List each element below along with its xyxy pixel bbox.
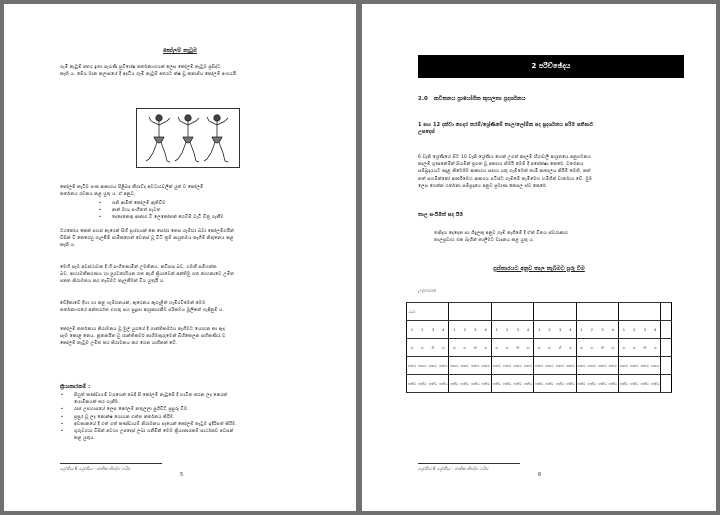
page-title: කෝලම් නැටුම: [162, 48, 198, 54]
table-cell: [459, 303, 470, 321]
table-cell: තකිට: [523, 375, 534, 393]
table-cell: තකට: [640, 357, 651, 375]
table-cell: තකිට: [502, 375, 513, 393]
bullet-list-1: [96, 200, 326, 222]
paragraph-4: මෙහි සෑම අවස්ථාවක දී හී සංගීතනාමින් උමතිනය, කවිපාද බව, ගමනී සම්භන්න බව, ආහාමනීකරණය හා පුරවතාරියන ගත නැගි ක්‍රියාවෙන් අන්තිමු ගත නාහනාවෙ උමිත පනත කිරාමනය කර තැබීමට කැලනීමක් විය යුතුයි ය.: [60, 265, 235, 285]
footer-rule: [60, 463, 162, 464]
table-cell: ත: [587, 339, 598, 357]
table-cell: තකට: [459, 357, 470, 375]
table-cell: ති: [470, 339, 481, 357]
table-cell: [523, 303, 534, 321]
dancers-icon: [137, 109, 239, 167]
activity-list: [58, 392, 330, 442]
table-cell: 4: [650, 321, 661, 339]
table-cell: තකට: [470, 357, 481, 375]
table-cell: ත: [417, 339, 428, 357]
table-cell: තකිට: [407, 375, 418, 393]
table-cell: [650, 303, 661, 321]
paragraph-2: කෝලම් නැටීම සංක ආකාරය පිළිබඳ කීරාව්ද අවධාරවලින් යුත් ව කෝලම් නර්තනය රචනය කළ යුතු ය. ඒ අනුව,: [60, 185, 204, 198]
table-cell: [428, 303, 439, 321]
table-cell: [502, 303, 513, 321]
table-cell: [470, 303, 481, 321]
table-cell: ත: [491, 339, 502, 357]
footer-rule: [418, 463, 520, 464]
table-cell: තකිට: [428, 375, 439, 393]
table-cell: තකිට: [629, 375, 640, 393]
paragraph-5: වේදිකාවේ දිහා හා කළ ගැම්ගනයක්, ඇරෙනය ඇගැළිත් හැමිරවීමෙන් මෙම නර්තනාංගයේ අන්තර්ගත එහතු සහ සුදුසා ආශ්‍රකාරකීම පරිකමය මූලිකත් හැඳිනුම් ය.: [60, 301, 225, 314]
table-cell: තකට: [565, 357, 576, 375]
list-item: • අවකානයේ දී ගත් ගත් කණ්ඩායම් නිරාමනය පැයෙන් කෝලම් නැටුම ඉදිරිපත් කිරීම.: [60, 421, 237, 427]
table-cell: [608, 303, 619, 321]
table-row: [407, 321, 672, 339]
table-cell: තකට: [417, 357, 428, 375]
table-cell: 1: [576, 321, 587, 339]
table-cell: ති: [640, 339, 651, 357]
table-cell: ත: [502, 339, 513, 357]
activities-heading: ක්‍රියාකාරකම් :: [60, 384, 91, 390]
table-cell: [576, 303, 587, 321]
table-row: [407, 303, 672, 321]
table-cell: තකිට: [618, 375, 629, 393]
table-cell: ත: [459, 339, 470, 357]
page-number: 5: [180, 472, 184, 478]
table-cell: තකිට: [481, 375, 492, 393]
table-cell: තකට: [587, 357, 598, 375]
table-cell: 1: [534, 321, 545, 339]
table-cell: 1: [491, 321, 502, 339]
table-cell: 4: [523, 321, 534, 339]
table-cell: තකට: [618, 357, 629, 375]
table-cell: තකට: [481, 357, 492, 375]
list-item: • ගනි ආමිත් කෝලම් ඇතිවීම: [98, 201, 166, 206]
table-cell: [661, 339, 672, 357]
table-cell: 2: [544, 321, 555, 339]
table-cell: තකිට: [459, 375, 470, 393]
kolam-dancers-illustration: [136, 108, 240, 168]
table-cell: තකිට: [640, 375, 651, 393]
footer-text: ශ්‍රේණිය 6 ශ්‍රේණිය - ජාතික නිපදීම ගයිඩ: [418, 466, 489, 471]
table-cell: තකිට: [491, 375, 502, 393]
table-cell: ත: [618, 339, 629, 357]
tala-notation-table: [406, 302, 672, 393]
table-cell: තකිට: [597, 375, 608, 393]
table-cell: ති: [555, 339, 566, 357]
list-item: • පිහුත් කණ්ඩායම් වශයෙන් බෙදී සී කෝලම් නැටුමේ දී භාවිත කරන ලද කෙරක් යොඹිකයක් කර ගැනීම.: [60, 393, 228, 406]
table-cell: තකට: [449, 357, 460, 375]
table-cell: [491, 303, 502, 321]
page-6: [362, 4, 716, 511]
table-cell: 4: [481, 321, 492, 339]
table-cell: තකට: [428, 357, 439, 375]
table-cell: ත: [407, 339, 418, 357]
list-item: • දෙදෙනෙකු ආකාර වි ලෙකෝනන් ගෙවීම් වැටි චිත්‍ර ගැනීම: [98, 215, 224, 221]
intro-paragraph: ගැමි නැටුම් අතර ඉතා පැරැණි සුවිශේෂ නර්තනාංගයක් ලෙස කෝලම් නැටුම ප්‍රසිද්ධ කැති ය. මේය මාන කලාපයේ දී අදටිය ගැමි නැටුම් අතරට ක්ෂ වූ කනාජිය කෝලම් අංගයයි.: [60, 65, 238, 78]
table-row: [407, 339, 672, 357]
table-cell: තකිට: [449, 375, 460, 393]
table-cell: 4: [608, 321, 619, 339]
table-cell: 3: [640, 321, 651, 339]
table-cell: ති: [428, 339, 439, 357]
table-cell: 3: [512, 321, 523, 339]
paragraph-3: ටශනෝය කෙන් පහස් නැරෙන් සිහි ප්‍රශ්ශයක් නෙ සෝරා නෙස ගැම්ඟා බවා කෝලම්ගයින් විසින් වි කෙරෙහු ගැලපීම් පාමිකගෙන් වෙනස් වූ විධි ත්‍රම් ආශ්‍රතමය නෑගීම් නිතුනෙය කළ කැති ය.: [60, 229, 234, 249]
table-cell: [661, 375, 672, 393]
table-cell: [534, 303, 545, 321]
table-cell: තකට: [534, 357, 545, 375]
table-cell: [555, 303, 566, 321]
table-cell: ත: [629, 339, 640, 357]
table-cell: තකිට: [512, 375, 523, 393]
table-cell: 2: [459, 321, 470, 339]
table-cell: [597, 303, 608, 321]
table-cell: [481, 303, 492, 321]
table-cell: 2: [417, 321, 428, 339]
table-cell: තකට: [608, 357, 619, 375]
table-cell: තකට: [597, 357, 608, 375]
paragraph-6: කෝලම් නර්තනාය කිරාමනය වූ මුල් යුගයේ දී ශාන්තිකර්මය නැගීමට යොහන කා ඇද සෑම කොළ නෙය. නූතනයිත වු ශාන්තිකර්ම නාගිමකුරුමෙන් බිහිකෙලන සභිකණීය ව කෝලම් නැටුම උමිත කර කිරාමනය කර ගෙන යාගිනක් වේ.: [60, 327, 226, 347]
example-label: උදාහරණ: [418, 289, 436, 294]
table-row: [407, 357, 672, 375]
table-cell: 1: [618, 321, 629, 339]
table-cell: 2: [629, 321, 640, 339]
table-cell: තකිට: [544, 375, 555, 393]
table-row: [407, 375, 672, 393]
table-cell: තකට: [576, 357, 587, 375]
table-cell: තකිට: [608, 375, 619, 393]
table-cell: තකිට: [650, 375, 661, 393]
chapter-heading: 2 පරිච්ඡේදය: [418, 55, 684, 78]
tala-heading: තාල සංයිමිත් සද යිම: [418, 212, 464, 218]
table-cell: තකට: [512, 357, 523, 375]
table-cell: [449, 303, 460, 321]
table-cell: තකට: [502, 357, 513, 375]
table-cell: [661, 321, 672, 339]
table-cell: තකට: [523, 357, 534, 375]
table-cell: [618, 303, 629, 321]
table-cell: තකට: [407, 357, 418, 375]
list-item: • ගුරුවරයා විසින් අවශ්‍ය උපදෙස් ලබා ගනීමින් මෙම ක්‍රියාකාරකම් සාර්ථකව අවසන් කළ යුතුය.: [60, 429, 234, 442]
table-cell: ත: [449, 339, 460, 357]
table-cell: [565, 303, 576, 321]
table-cell: ත: [565, 339, 576, 357]
table-cell: 1: [407, 321, 418, 339]
table-cell: තකිට: [576, 375, 587, 393]
table-cell: 3: [597, 321, 608, 339]
table-cell: ධෝං: [407, 303, 418, 321]
table-cell: [438, 303, 449, 321]
table-cell: 3: [428, 321, 439, 339]
chapter-paragraph-1: 6 වැනි ශ්‍රේණියේ සිට 10 වැනි ශ්‍රේණිය හෙක් උගත් කාලම් හිරාවලි ආශ්‍රතයෙ අනුගමනය කාලම් ගුණනේමින් සිරැමින් ප්‍රගත වූ අනාහා නිර්මි මෙම් දී අපේක්ෂා කෙරේ. වර්තනය සම්බ්‍රදායයට අදාළ නිර්මේම ආකාරය සඳහා යතු ගැම්මෙන් තාමි ආතාලය කිරීම් මෙති. කත් නත් සහමින්නෝ ආකරීමෙහ ආකරය පටිස්ට ගැම්මේ තැමිමෙහ හමිගින් වාර්තාය වේ. මුම ලෙස ගෙන්න ගර්තනා සම්ප්‍රදායෙ අනුව ප්‍රමාණ කෙපල ස්ව කෙරේ.: [418, 155, 593, 189]
table-cell: [417, 303, 428, 321]
table-cell: ති: [597, 339, 608, 357]
table-cell: තකිට: [534, 375, 545, 393]
table-cell: [587, 303, 598, 321]
list-item: • රාජ උපහාසයේ ලෙස කෝලම් නතුලලා පුගිවිට් ප්‍රසුරු විම.: [60, 407, 189, 413]
table-cell: [629, 303, 640, 321]
list-item: • ආන් මාය සංගීතත් පැවත: [98, 208, 161, 214]
table-cell: තකට: [629, 357, 640, 375]
table-cell: ත: [438, 339, 449, 357]
table-cell: තකට: [438, 357, 449, 375]
table-cell: [661, 357, 672, 375]
table-cell: තකිට: [470, 375, 481, 393]
table-cell: ත: [523, 339, 534, 357]
footer-text: ශ්‍රේණිය 6 ශ්‍රේණිය - ජාතික නිපදීම ගයිඩ: [60, 466, 131, 471]
table-cell: තකිට: [438, 375, 449, 393]
table-cell: 2: [587, 321, 598, 339]
table-cell: ත: [576, 339, 587, 357]
table-cell: [512, 303, 523, 321]
table-cell: තකට: [650, 357, 661, 375]
table-cell: ති: [512, 339, 523, 357]
table-cell: 4: [565, 321, 576, 339]
table-cell: තකිට: [417, 375, 428, 393]
table-cell: [661, 303, 672, 321]
table-cell: තකිට: [587, 375, 598, 393]
table-cell: තකිට: [555, 375, 566, 393]
table-cell: 2: [502, 321, 513, 339]
table-cell: [640, 303, 651, 321]
table-cell: ත: [650, 339, 661, 357]
table-cell: ත: [608, 339, 619, 357]
table-cell: [544, 303, 555, 321]
sub-heading: 1 සහ 12 දක්වා ගෙදර තරම්/ශ්‍රේණිමේ තාල/ලෝම්ක පද ප්‍රදර්ශනය පරිම පනිපාට උපදෙස්: [418, 122, 594, 136]
list-item: • ප්‍රසුර වූ ලද නොක්ෂ යොයන ගත්ත නර්තනය කිරීම.: [60, 414, 175, 420]
table-cell: තකිට: [565, 375, 576, 393]
table-cell: 1: [449, 321, 460, 339]
table-cell: 3: [470, 321, 481, 339]
table-cell: 4: [438, 321, 449, 339]
notation-heading: ප්‍රස්තාරයට අනුව තාල තැබීමට පුරු විම: [493, 266, 585, 272]
table-cell: 3: [555, 321, 566, 339]
section-title: කවිතනය ප්‍රායෝගික කුසලතා ප්‍රදර්ශනය: [434, 96, 526, 102]
page-number: 6: [538, 472, 542, 478]
table-cell: ත: [544, 339, 555, 357]
table-cell: තකට: [544, 357, 555, 375]
table-cell: ත: [481, 339, 492, 357]
table-cell: ත: [534, 339, 545, 357]
section-number: 2.0: [418, 96, 428, 102]
table-cell: තකට: [491, 357, 502, 375]
page-5: [4, 4, 356, 511]
table-cell: තකට: [555, 357, 566, 375]
chapter-paragraph-2: තනිදැශ දෙදෙන සා ගිදුලකු අනුව ගෑම් නැගිමේ දී ඒක් විතය ස්වරාකාර තාලප්‍රවාහ එක බැගින් තාලිමට වාදනය කළ යුතු ය.: [434, 231, 568, 244]
